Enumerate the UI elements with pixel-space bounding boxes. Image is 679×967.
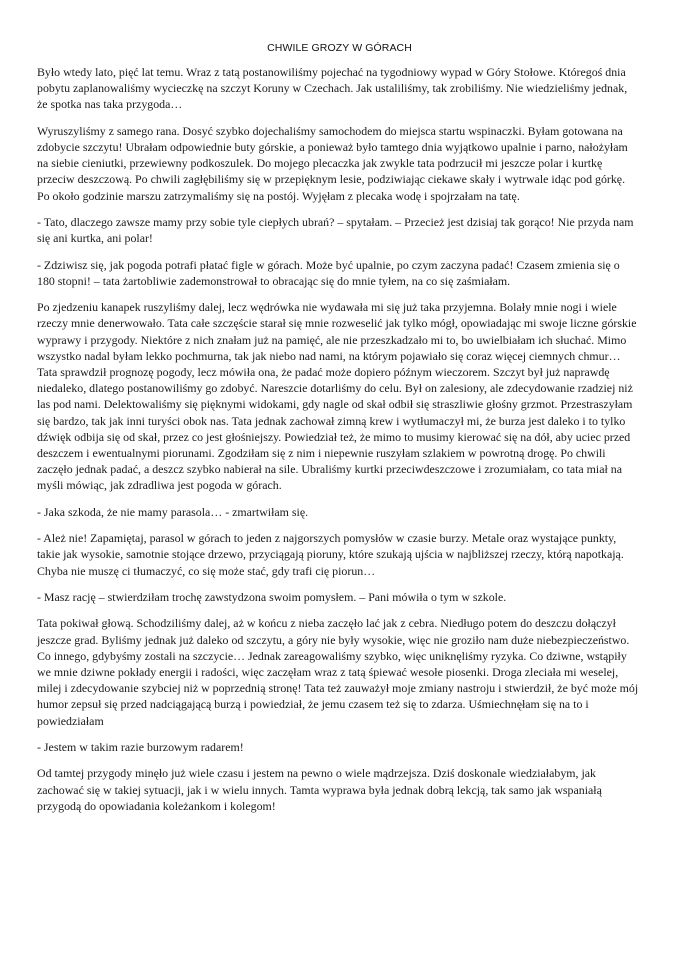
document-body (37, 64, 640, 824)
paragraph: - Ależ nie! Zapamiętaj, parasol w górach to jeden z najgorszych pomysłów w czasie burzy. Metale oraz wystające punkty, takie jak wysokie, samotnie stojące drzewo, przyciągają pioruny, które szukają ujścia w najbliższej rzeczy, którą napotkają. Chyba nie muszę ci tłumaczyć, co się może stać, gdy trafi cię piorun… (37, 531, 624, 578)
paragraph: - Jaka szkoda, że nie mamy parasola… - zmartwiłam się. (37, 504, 309, 519)
paragraph: - Tato, dlaczego zawsze mamy przy sobie tyle ciepłych ubrań? – spytałam. – Przecież jest dzisiaj tak gorąco! Nie przyda nam się ani kurtka, ani polar! (37, 215, 634, 246)
paragraph: - Jestem w takim razie burzowym radarem! (37, 740, 244, 754)
paragraph: Było wtedy lato, pięć lat temu. Wraz z tatą postanowiliśmy pojechać na tygodniowy wypad w Góry Stołowe. Któregoś dnia pobytu zaplanowaliśmy wycieczkę na szczyt Koruny w Czechach. Jak ustaliliśmy, tak zrobiliśmy. Nie wiedzieliśmy jednak, że spotka nas taka przygoda… (37, 65, 628, 112)
paragraph: Wyruszyliśmy z samego rana. Dosyć szybko dojechaliśmy samochodem do miejsca startu wspinaczki. Byłam gotowana na zdobycie szczytu! Ubrałam odpowiednie buty górskie, a ponieważ było tamtego dnia wyjątkowo upalnie i parno, nałożyłam na siebie cieniutki, przewiewny podkoszulek. Do mojego plecaczka jak zwykle tata podrzucił mi jeszcze polar i kurtkę przeciw deszczową. Po chwili zagłębiliśmy się w przepięknym lesie, podziwiając ciekawe skały i wytrwale idąc pod górkę. Po około godzinie marszu zatrzymaliśmy się na postój. Wyjęłam z plecaka wodę i spojrzałam na tatę. (37, 123, 628, 203)
paragraph: - Zdziwisz się, jak pogoda potrafi płatać figle w górach. Może być upalnie, po czym zaczyna padać! Czasem zmienia się o 180 stopni! – tata żartobliwie zademonstrował to obracając się do mnie tyłem, na co się zaśmiałam. (37, 257, 620, 288)
paragraph: Po zjedzeniu kanapek ruszyliśmy dalej, lecz wędrówka nie wydawała mi się już taka przyjemna. Bolały mnie nogi i wiele rzeczy mnie denerwowało. Tata całe szczęście starał się mnie rozweselić jak tylko mógł, opowiadając mi swoje liczne górskie wyprawy i przygody. Niektóre z nich znałam już na pamięć, ale nie przeszkadzało mi to, bo uwielbiałam ich słuchać. Mimo wszystko nadal byłam lekko pochmurna, tak jak niebo nad nami, na którym pojawiało się coraz więcej ciemnych chmur… Tata sprawdził prognozę pogody, lecz mówiła ona, że padać może dopiero późnym wieczorem. Szczyt był już naprawdę niedaleko, dlatego postanowiliśmy go zdobyć. Nareszcie dotarliśmy do celu. Był on zalesiony, ale zdecydowanie rzadziej niż las pod nami. Delektowaliśmy się pięknymi widokami, gdy nagle od skał odbił się straszliwie głośny grzmot. Przestraszyłam się bardzo, tak jak inni turyści obok nas. Tata jednak zachował zimną krew i wytłumaczył mi, że burza jest daleko i to tylko dźwięk odbija się od skał, przez co jest głośniejszy. Powiedział też, że mimo to musimy kierować się na dół, aby uciec przed deszczem i ewentualnymi piorunami. Zgodziłam się z nim i niepewnie ruszyłam szlakiem w powrotną drogę. Po chwili zaczęło jednak padać, a deszcz szybko nabierał na sile. Ubraliśmy kurtki przeciwdeszczowe i zrozumiałam, co tata miał na myśli mówiąc, jak zdradliwa jest pogoda w górach. (37, 300, 637, 493)
document-title: CHWILE GROZY W GÓRACH (267, 42, 412, 54)
paragraph: - Masz rację – stwierdziłam trochę zawstydzona swoim pomysłem. – Pani mówiła o tym w szkole. (37, 590, 507, 604)
paragraph: Od tamtej przygody minęło już wiele czasu i jestem na pewno o wiele mądrzejsza. Dziś doskonale wiedziałabym, jak zachować się w takiej sytuacji, jak i w wielu innych. Tamta wyprawa była jednak dobrą lekcją, tak samo jak wspaniałą przygodą do opowiadania koleżankom i kolegom! (37, 766, 602, 813)
paragraph: Tata pokiwał głową. Schodziliśmy dalej, aż w końcu z nieba zaczęło lać jak z cebra. Niedługo potem do deszczu dołączył jeszcze grad. Byliśmy jednak już daleko od szczytu, a góry nie były wysokie, więc nie groziło nam duże niebezpieczeństwo. Co innego, gdybyśmy zostali na szczycie… Jednak zareagowaliśmy szybko, więc uniknęliśmy ryzyka. Co dziwne, wstąpiły we mnie dziwne pokłady energii i radości, więc zaczęłam wraz z tatą śpiewać wesołe piosenki. Droga zleciała mi weselej, milej i zdecydowanie szybciej niż w poprzednią stronę! Tata też zauważył moje zmiany nastroju i stwierdził, że być może mój humor zepsuł się przed nadciągającą burzą i powiedział, że jemu czasem też się to zdarza. Uśmiechnęłam się na to i powiedziałam (37, 616, 639, 728)
